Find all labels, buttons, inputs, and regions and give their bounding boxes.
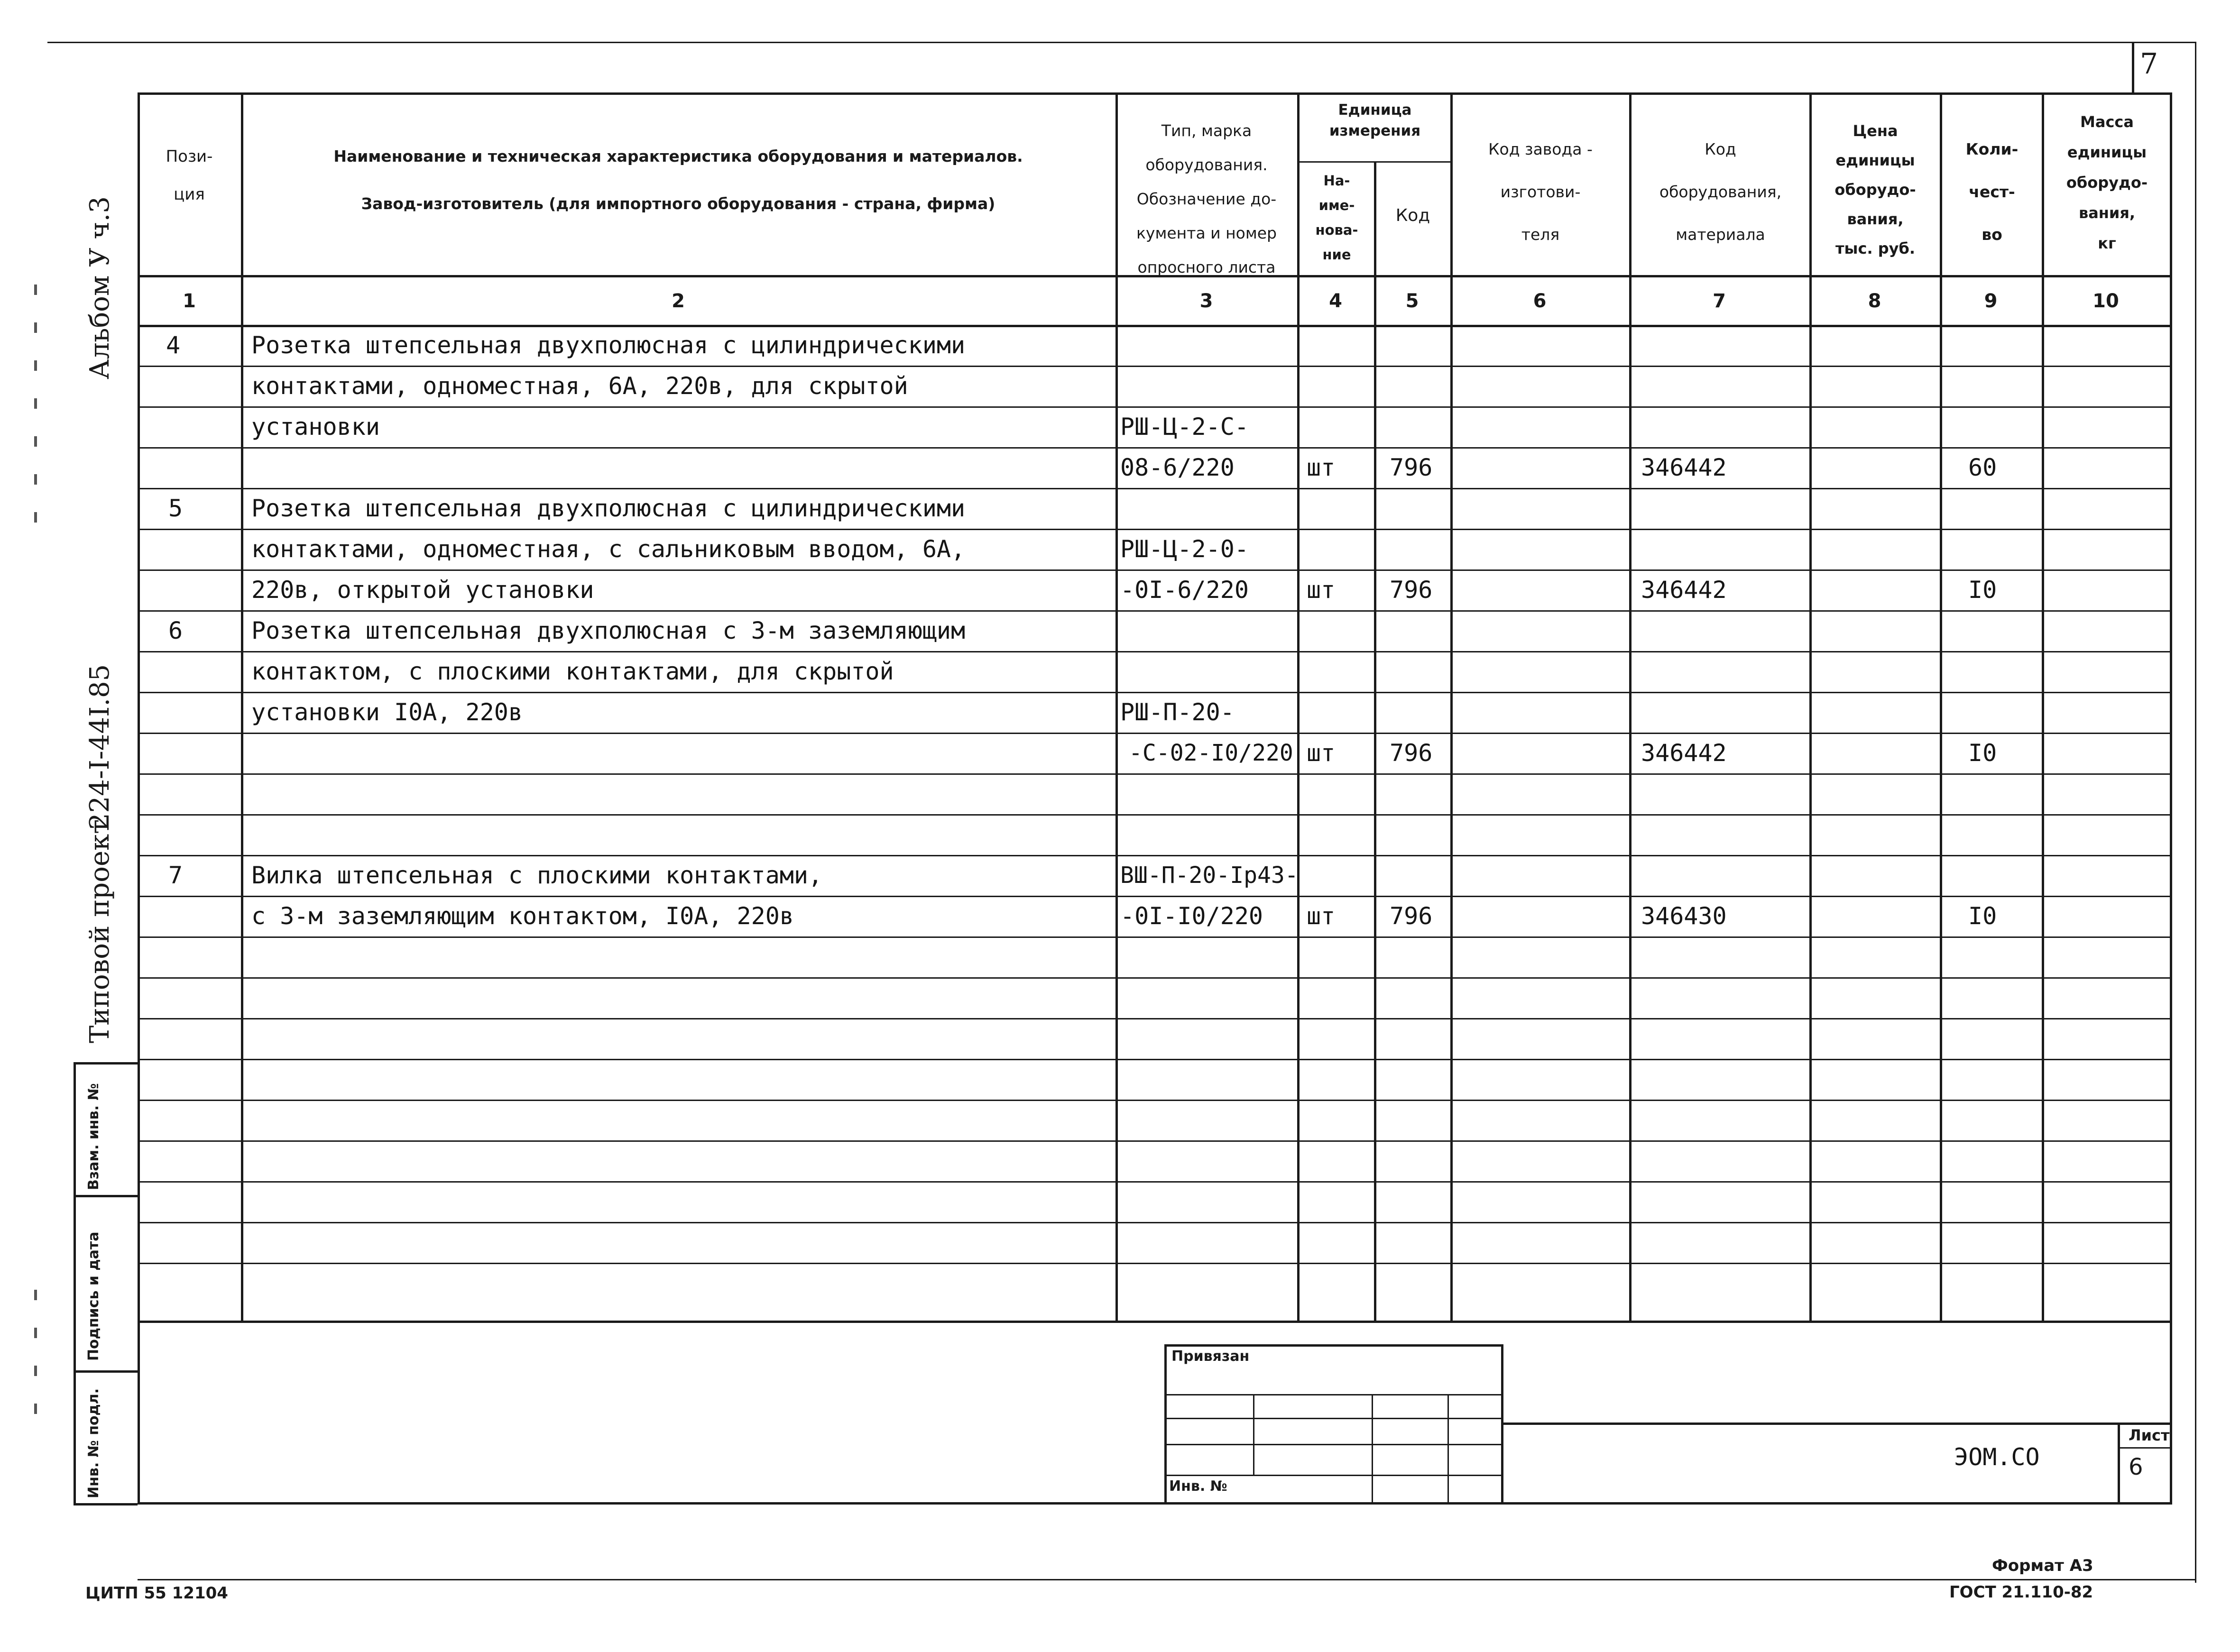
col-sep [1374,161,1376,1323]
row-line [138,977,2170,979]
code-cell: 796 [1390,902,1433,930]
row-line [138,1181,2170,1183]
footer-gost: ГОСТ 21.110-82 [1949,1583,2093,1602]
column-number: 10 [2093,290,2119,312]
header-col1: Пози- ция [166,147,213,204]
side-stamp-divider-1 [74,1195,138,1197]
row-line [138,1140,2170,1142]
row-line [138,1018,2170,1019]
side-stamp-left-border [74,1062,76,1503]
document-code: ЭОМ.СО [1954,1443,2040,1471]
name-cell: Розетка штепсельная двухполюсная с З-м заземляющим [251,617,966,644]
position-cell: 7 [168,862,183,889]
type-cell: РШ-П-20- [1120,698,1235,726]
header-col4: На- име- нова- ние [1315,173,1358,263]
name-cell: установки [251,413,380,441]
name-cell: установки I0А, 220в [251,698,523,726]
stamp-col [1372,1394,1373,1503]
code-cell: 796 [1390,454,1433,481]
stamp-attached-label: Привязан [1171,1348,1250,1365]
qty-cell: I0 [1968,576,1997,604]
name-cell: 220в, открытой установки [251,576,594,604]
header-col7: Код оборудования, материала [1659,140,1782,244]
margin-mark [34,512,37,523]
equip-code-cell: 346442 [1641,576,1727,604]
name-cell: Розетка штепсельная двухполюсная с цилиндрическими [251,331,966,359]
inv-podl-label: Инв. № подл. [85,1388,102,1498]
margin-mark [34,474,37,485]
table-right-border [2170,92,2172,1503]
position-cell: 5 [168,495,183,522]
sign-date-label: Подпись и дата [85,1231,102,1361]
column-number: 4 [1329,290,1342,312]
page-box-border [2132,43,2134,95]
footer-format: Формат А3 [1992,1556,2093,1575]
row-line [138,773,2170,775]
column-number: 3 [1199,290,1213,312]
type-cell: РШ-Ц-2-С- [1120,413,1249,441]
column-number: 6 [1533,290,1547,312]
stamp-row [1164,1475,1501,1476]
unit-cell: шт [1307,454,1336,481]
column-number: 7 [1713,290,1726,312]
name-cell: контактами, одноместная, с сальниковым вводом, 6А, [251,535,966,563]
unit-cell: шт [1307,902,1336,930]
row-line [138,1100,2170,1101]
margin-mark [34,1290,37,1300]
page-number: 7 [2140,47,2158,81]
side-stamp-top [74,1062,138,1065]
name-cell: Вилка штепсельная с плоскими контактами, [251,862,823,889]
name-cell: с З-м заземляющим контактом, I0А, 220в [251,902,794,930]
type-cell: РШ-Ц-2-0- [1120,535,1249,563]
equip-code-cell: 346442 [1641,739,1727,767]
header-col9: Коли- чест- во [1965,140,2019,244]
type-cell: ВШ-П-20-Iр43- [1120,862,1299,889]
position-cell: 4 [166,331,181,359]
name-cell: Розетка штепсельная двухполюсная с цилиндрическими [251,495,966,522]
table-top-border [138,92,2170,95]
row-line [138,1222,2170,1223]
project-code-label: 224-I-44I.85 [84,664,115,830]
top-border [47,42,2196,43]
header-unit-group: Единица измерения [1329,101,1421,139]
margin-mark [34,1404,37,1414]
column-number: 8 [1868,290,1881,312]
stamp-row [1164,1444,1501,1445]
unit-cell: шт [1307,576,1336,604]
stamp-left [1164,1344,1167,1503]
code-cell: 796 [1390,576,1433,604]
margin-mark [34,285,37,295]
header-col5: Код [1395,206,1430,225]
equip-code-cell: 346430 [1641,902,1727,930]
header-col6: Код завода - изготови- теля [1488,140,1593,244]
footer-left-code: ЦИТП 55 12104 [85,1584,228,1603]
album-label: Альбом У ч.3 [84,196,115,379]
sheet-label: Лист [2129,1426,2170,1444]
header-col8: Цена единицы оборудо- вания, тыс. руб. [1834,122,1916,257]
stamp-row [1164,1394,1501,1395]
header-col2: Наименование и техническая характеристика оборудования и материалов. Завод-изготовитель (для импортного оборудования - страна, фирма) [333,147,1023,213]
code-cell: 796 [1390,739,1433,767]
name-cell: контактами, одноместная, 6А, 220в, для скрытой [251,372,908,400]
margin-mark [34,436,37,447]
row-line [138,814,2170,816]
position-cell: 6 [168,617,183,644]
sheet-number: 6 [2129,1454,2143,1480]
unit-cell: шт [1307,739,1336,767]
qty-cell: I0 [1968,902,1997,930]
header-col10: Масса единицы оборудо- вания, кг [2066,113,2148,252]
stamp-col [1447,1394,1449,1503]
row-line [138,936,2170,938]
outer-right-border [2195,42,2196,1583]
stamp-col [1253,1394,1254,1475]
side-stamp-bottom [74,1503,138,1505]
margin-mark [34,1366,37,1376]
header-col3: Тип, марка оборудования. Обозначение до- кумента и номер опросного листа [1136,121,1277,276]
unit-header-divider [1297,161,1450,163]
name-cell: контактом, с плоскими контактами, для скрытой [251,658,894,685]
title-block-sheet-row [2118,1447,2170,1449]
margin-mark [34,322,37,333]
outer-bottom-border [138,1579,2196,1580]
equip-code-cell: 346442 [1641,454,1727,481]
side-stamp-divider-2 [74,1370,138,1373]
margin-mark [34,398,37,409]
inv-vzam-label: Взам. инв. № [85,1083,102,1190]
table-bottom-border [138,1502,2172,1505]
type-cell: -0I-I0/220 [1120,902,1263,930]
type-cell: 08-6/220 [1120,454,1235,481]
type-cell: -С-02-I0/220 [1129,740,1293,766]
title-block-top [1501,1423,2170,1425]
row-line [138,1059,2170,1060]
column-number: 9 [1984,290,1998,312]
margin-mark [34,360,37,371]
column-number: 1 [183,290,196,312]
project-type-label: Типовой проект [84,819,115,1043]
table-body-bottom [138,1321,2170,1323]
column-number: 5 [1405,290,1419,312]
margin-mark [34,1328,37,1338]
qty-cell: 60 [1968,454,1997,481]
stamp-inv-label: Инв. № [1169,1478,1227,1495]
type-cell: -0I-6/220 [1120,576,1249,604]
title-block-sheet-sep [2118,1423,2120,1503]
stamp-row [1164,1418,1501,1419]
stamp-attached-top [1164,1344,1501,1347]
column-number: 2 [672,290,685,312]
row-line [138,1263,2170,1264]
qty-cell: I0 [1968,739,1997,767]
